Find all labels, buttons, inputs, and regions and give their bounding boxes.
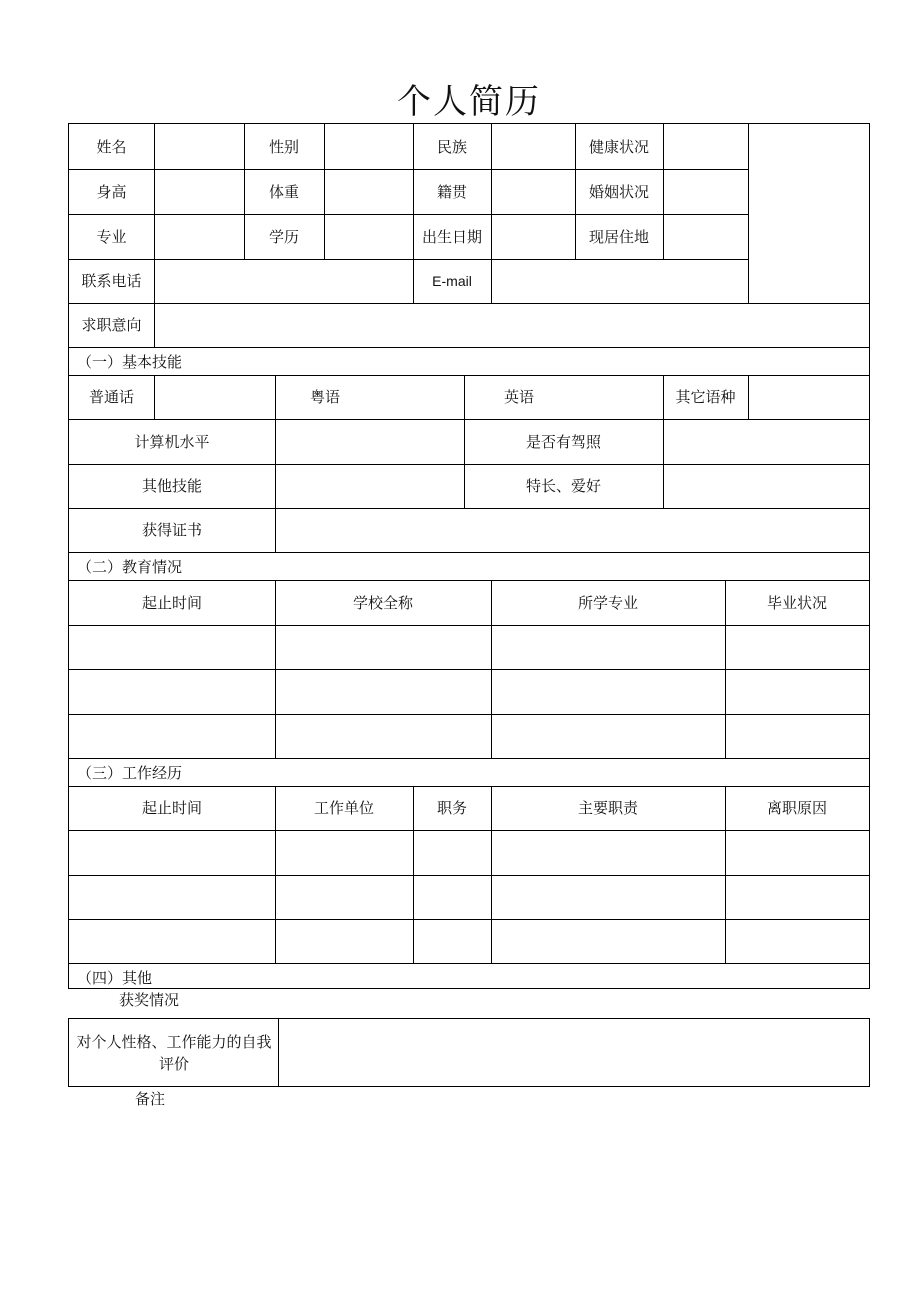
resume-table [68,123,870,989]
label-other-language: 其它语种 [675,388,736,406]
section-work-experience: （三）工作经历 [77,764,183,782]
edu-col-major: 所学专业 [577,593,638,612]
edu-col-school: 学校全称 [352,593,413,612]
label-birth-date: 出生日期 [421,227,482,246]
label-education: 学历 [268,227,299,246]
work-col-employer: 工作单位 [313,799,374,817]
label-ethnicity: 民族 [436,137,467,156]
label-driver-license: 是否有驾照 [525,432,601,451]
label-english: 英语 [503,388,534,406]
self-evaluation-field[interactable] [279,1019,869,1086]
label-remarks: 备注 [135,1090,166,1108]
page-title: 个人简历 [397,82,541,122]
label-mandarin: 普通话 [88,388,134,406]
label-health: 健康状况 [588,137,649,156]
label-residence: 现居住地 [588,227,649,246]
label-computer-level: 计算机水平 [134,432,210,451]
label-name: 姓名 [96,137,127,156]
section-education: （二）教育情况 [77,558,183,576]
label-native-place: 籍贯 [436,182,467,201]
name-field[interactable] [155,124,244,169]
label-major: 专业 [96,227,127,246]
section-basic-skills: （一）基本技能 [77,353,183,371]
label-other-skills: 其他技能 [141,477,202,495]
label-weight: 体重 [268,182,299,201]
label-height: 身高 [96,182,127,201]
label-gender: 性别 [268,137,299,156]
work-col-leave-reason: 离职原因 [766,799,827,817]
photo-area [749,124,869,303]
label-self-evaluation: 对个人性格、工作能力的自我评价 [76,1032,272,1073]
label-certificates: 获得证书 [141,521,202,539]
section-other: （四）其他 [77,968,153,987]
edu-col-period: 起止时间 [141,593,202,612]
label-email: E-mail [432,273,472,289]
work-col-period: 起止时间 [141,799,202,817]
self-evaluation-table [68,1018,870,1087]
label-awards: 获奖情况 [119,991,180,1009]
label-hobbies: 特长、爱好 [525,477,601,495]
job-objective-field[interactable] [155,303,869,347]
edu-col-status: 毕业状况 [766,593,827,612]
label-job-objective: 求职意向 [81,316,142,334]
work-col-duties: 主要职责 [577,799,638,817]
work-col-position: 职务 [436,799,467,817]
label-phone: 联系电话 [81,272,142,290]
label-cantonese: 粤语 [309,388,340,406]
label-marital: 婚姻状况 [588,182,649,201]
